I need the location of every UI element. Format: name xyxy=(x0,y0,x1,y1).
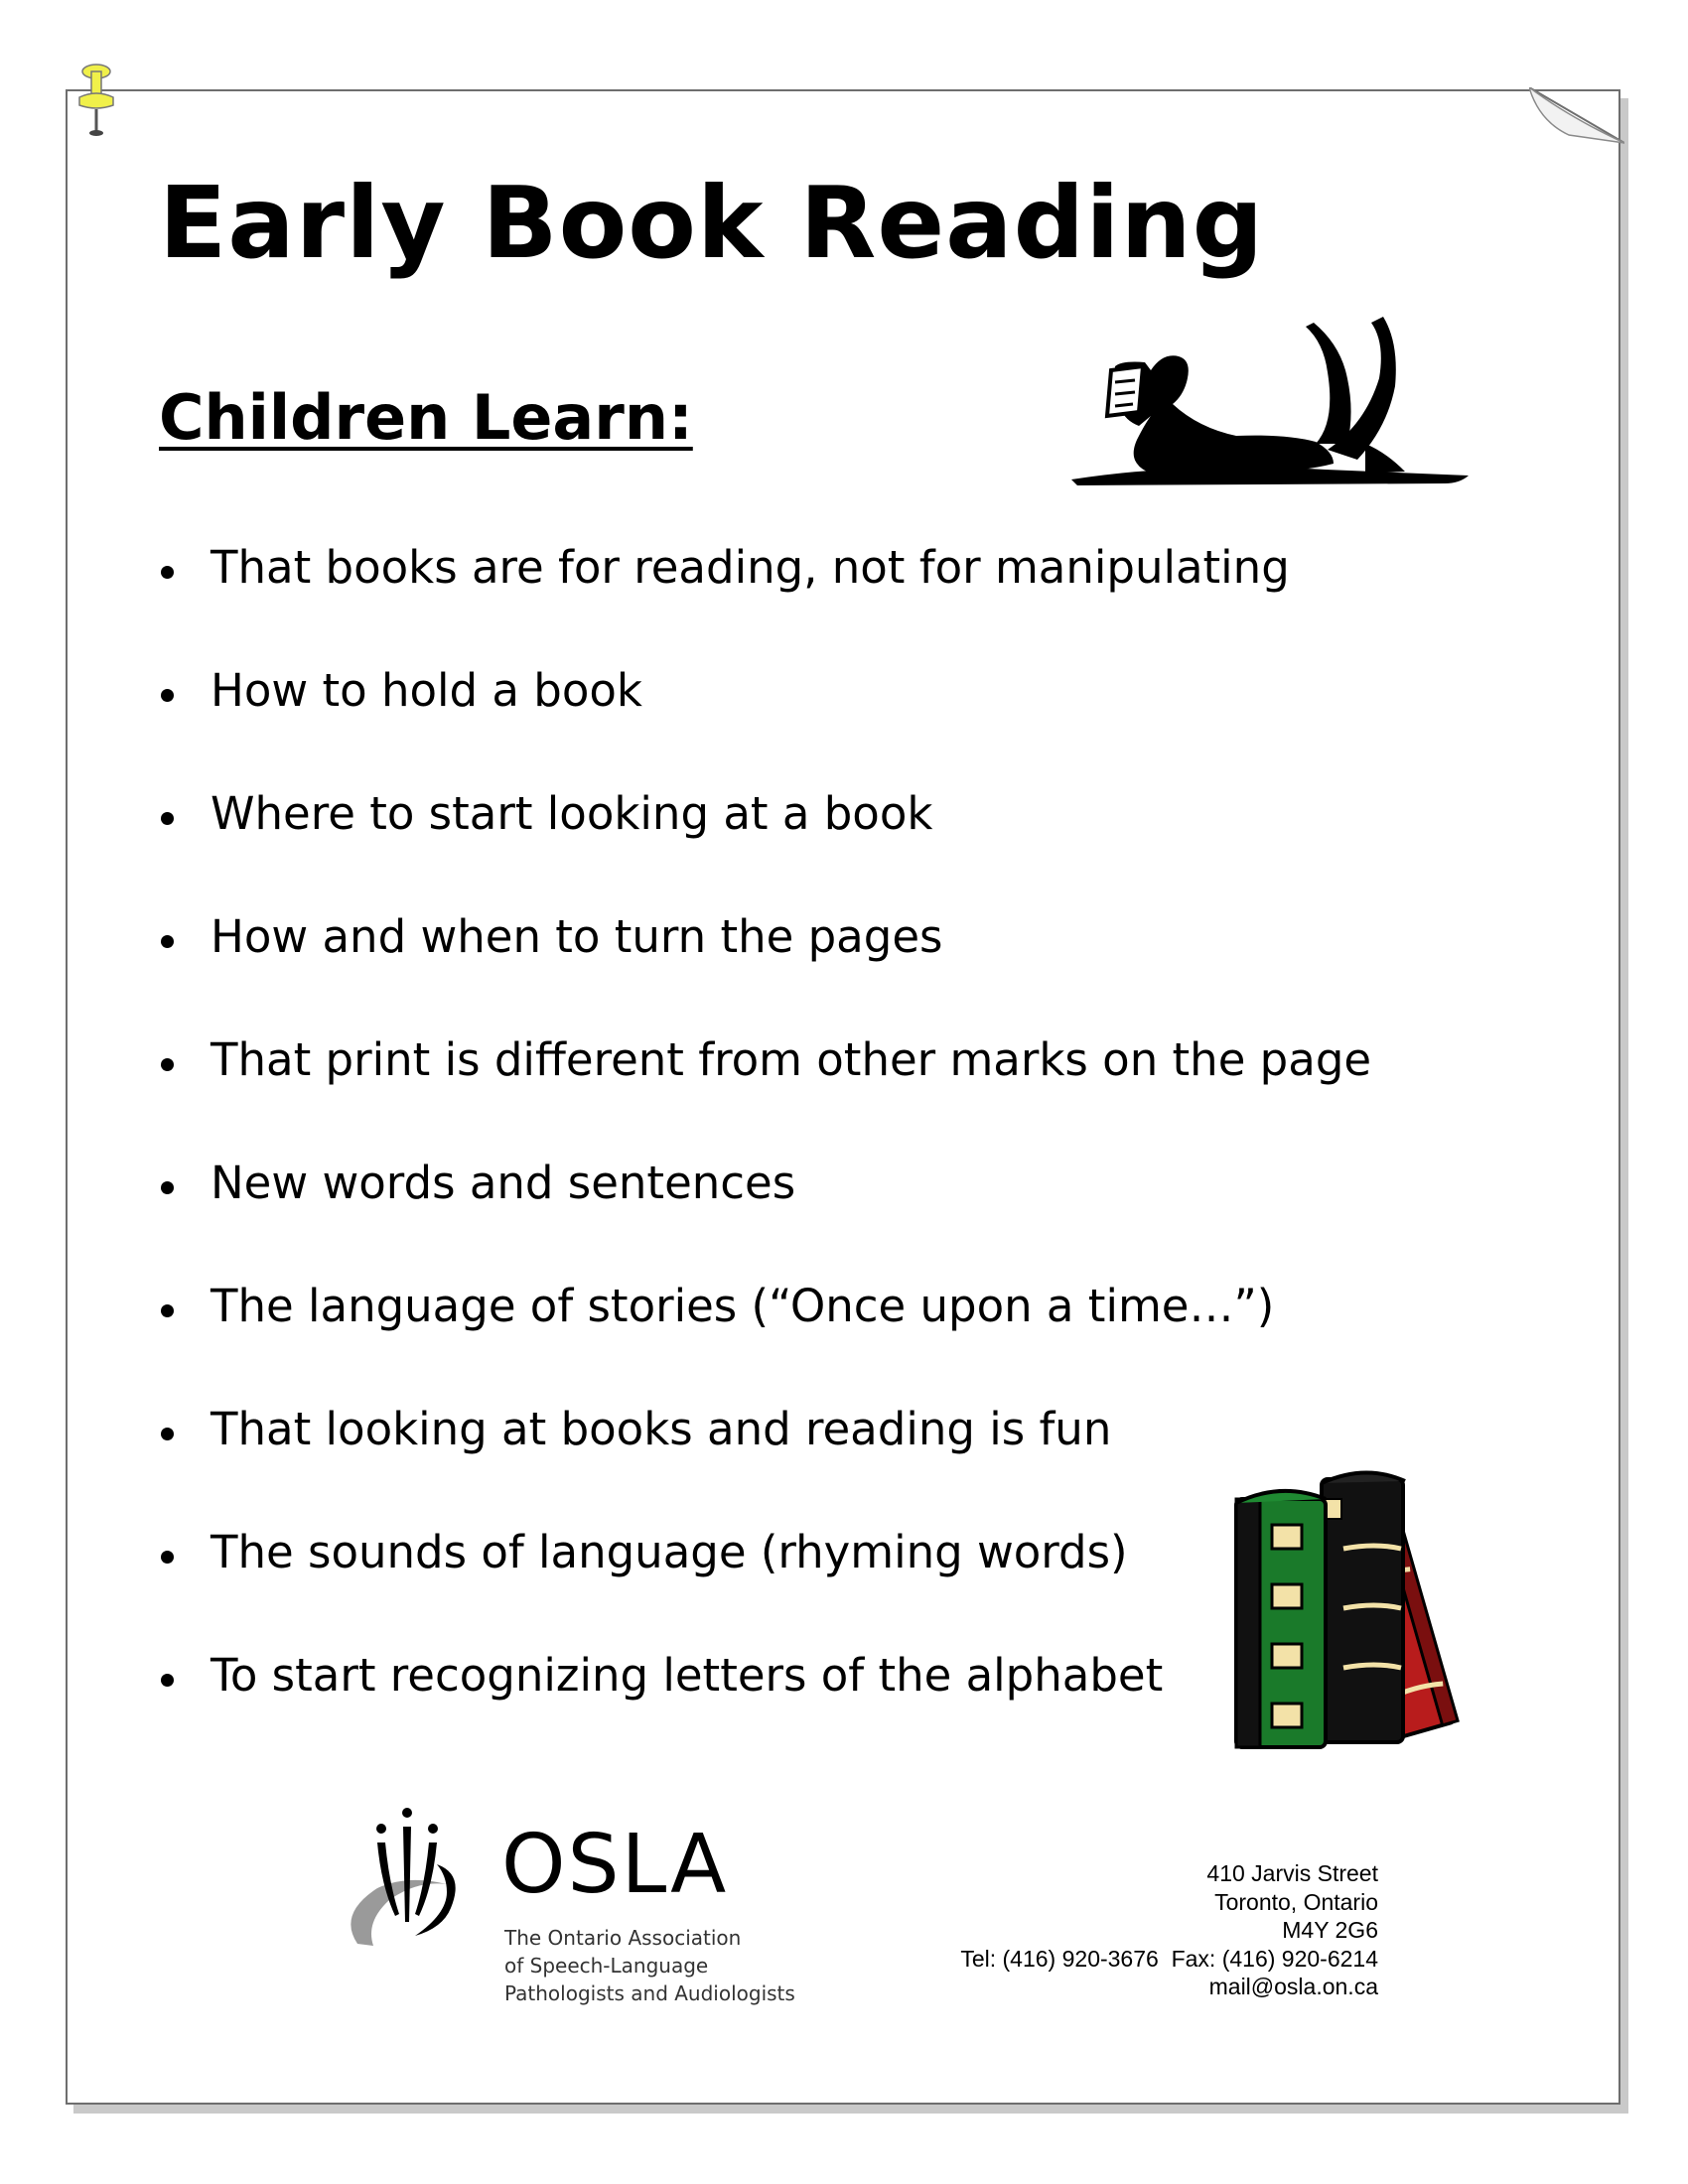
street-address: 410 Jarvis Street xyxy=(1206,1860,1378,1886)
organization-name: OSLA xyxy=(501,1818,729,1912)
pushpin-icon xyxy=(71,64,121,143)
bullet xyxy=(161,1428,174,1440)
folded-corner-icon xyxy=(1529,87,1624,151)
page-title: Early Book Reading xyxy=(159,165,1265,281)
organization-tagline xyxy=(504,1924,795,2007)
stacked-books-icon xyxy=(1226,1459,1514,1757)
tagline-line: of Speech-Language xyxy=(504,1954,709,1978)
reading-child-silhouette xyxy=(1067,313,1475,486)
city-province: Toronto, Ontario xyxy=(1214,1888,1378,1915)
bullet xyxy=(161,1304,174,1317)
bullet xyxy=(161,1674,174,1687)
bullet xyxy=(161,1551,174,1564)
bullet xyxy=(161,566,174,579)
bullet xyxy=(161,1058,174,1071)
bullet xyxy=(161,689,174,702)
phone-fax: Tel: (416) 920-3676 Fax: (416) 920-6214 xyxy=(960,1945,1378,1972)
section-heading: Children Learn: xyxy=(159,381,693,454)
contact-block xyxy=(960,1859,1378,2001)
email-address: mail@osla.on.ca xyxy=(1208,1974,1378,1999)
bullet xyxy=(161,1181,174,1194)
tagline-line: Pathologists and Audiologists xyxy=(504,1981,795,2005)
osla-logo-mark xyxy=(338,1805,477,1954)
bullet xyxy=(161,812,174,825)
tagline-line: The Ontario Association xyxy=(504,1926,742,1950)
postal-code: M4Y 2G6 xyxy=(1282,1917,1378,1943)
bullet xyxy=(161,935,174,948)
